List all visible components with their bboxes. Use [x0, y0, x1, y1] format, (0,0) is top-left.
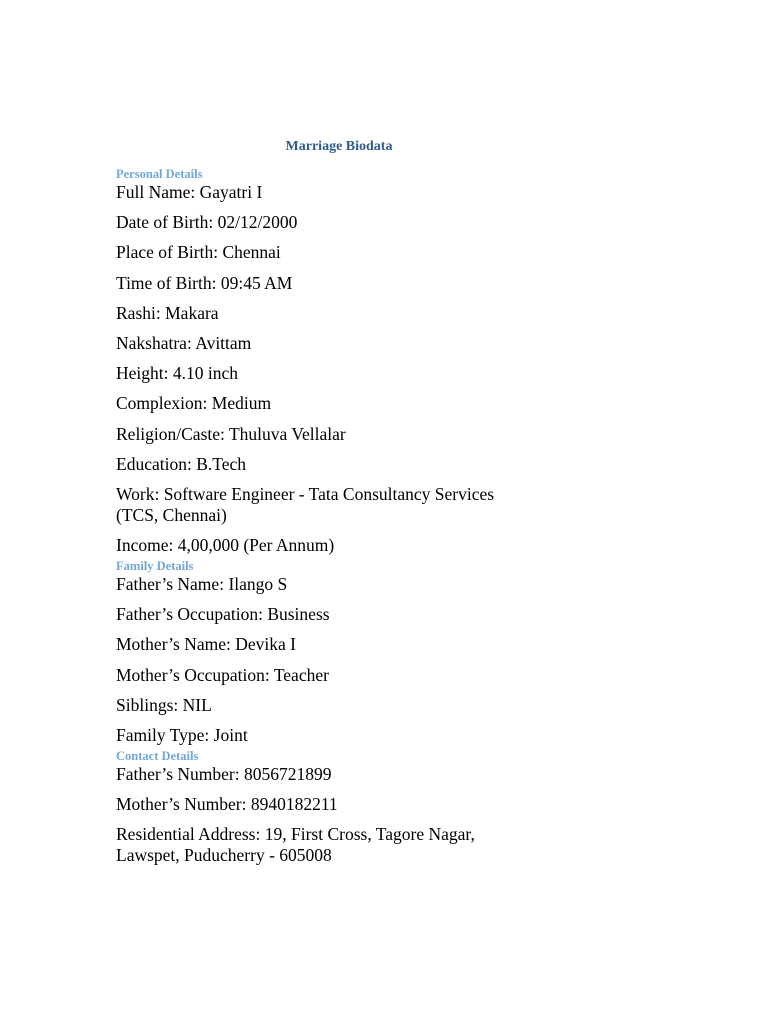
field-label: Mother’s Name :: [116, 634, 235, 654]
field-date-of-birth: [116, 212, 536, 233]
field-mother-name: [116, 634, 536, 655]
field-label: Full Name :: [116, 182, 200, 202]
field-nakshatra: [116, 333, 536, 354]
field-time-of-birth: [116, 273, 536, 294]
field-family-type: [116, 725, 536, 746]
field-value: NIL: [182, 694, 212, 715]
field-father-number: [116, 764, 536, 785]
field-full-name: [116, 182, 536, 203]
field-rashi: [116, 303, 536, 324]
field-father-name: [116, 574, 536, 595]
field-label: Income :: [116, 535, 178, 555]
field-value: 02/12/2000: [217, 212, 298, 233]
field-label: Family Type :: [116, 725, 214, 745]
field-label: Residential Address :: [116, 824, 265, 844]
field-label: Place of Birth :: [116, 242, 222, 262]
document-body: [116, 166, 536, 876]
field-label: Mother’s Occupation :: [116, 665, 274, 685]
field-label: Siblings :: [116, 695, 183, 715]
field-label: Rashi :: [116, 303, 165, 323]
field-value: 8056721899: [244, 764, 332, 784]
section-heading-personal: Personal Details: [116, 167, 203, 181]
field-place-of-birth: [116, 242, 536, 263]
field-value: 19, First Cross, Tagore Nagar, Lawspet, Puducherry - 605008: [116, 824, 475, 866]
field-religion-caste: [116, 424, 536, 445]
field-value: Chennai: [222, 242, 281, 263]
section-heading-contact: Contact Details: [116, 749, 199, 763]
field-label: Education :: [116, 454, 196, 474]
field-father-occupation: [116, 604, 536, 625]
field-work: [116, 484, 536, 526]
field-label: Complexion :: [116, 393, 212, 413]
field-label: Father’s Number :: [116, 764, 244, 784]
section-heading-family: Family Details: [116, 559, 194, 574]
field-label: Time of Birth :: [116, 273, 221, 293]
field-complexion: [116, 393, 536, 414]
field-value: Business: [267, 604, 330, 625]
field-value: Ilango S: [228, 574, 288, 595]
document-title: Marriage Biodata: [285, 139, 393, 154]
field-value: Thuluva Vellalar: [228, 423, 346, 444]
field-residential-address: [116, 824, 536, 866]
field-siblings: [116, 695, 536, 716]
field-mother-occupation: [116, 665, 536, 686]
field-label: Nakshatra :: [116, 333, 195, 353]
field-value: Joint: [213, 725, 248, 745]
field-value: 4,00,000 (Per Annum): [177, 535, 335, 556]
field-value: Devika I: [235, 634, 296, 655]
field-education: [116, 454, 536, 475]
field-value: Medium: [211, 393, 272, 414]
field-label: Work :: [116, 484, 164, 504]
field-height: [116, 363, 536, 384]
field-label: Date of Birth :: [116, 212, 218, 232]
field-label: Father’s Occupation :: [116, 604, 267, 624]
field-value: Makara: [165, 302, 219, 323]
field-label: Religion/Caste :: [116, 424, 229, 444]
field-value: Gayatri I: [199, 182, 263, 202]
field-value: 09:45 AM: [220, 272, 293, 293]
field-value: Avittam: [195, 332, 252, 353]
field-label: Father’s Name :: [116, 574, 228, 594]
field-mother-number: [116, 794, 536, 815]
field-label: Mother’s Number :: [116, 794, 251, 814]
field-value: Teacher: [273, 664, 329, 685]
field-label: Height :: [116, 363, 173, 383]
field-value: B.Tech: [196, 453, 247, 474]
field-value: Software Engineer - Tata Consultancy Services (TCS, Chennai): [116, 483, 495, 525]
field-income: [116, 535, 536, 556]
field-value: 8940182211: [250, 794, 338, 815]
field-value: 4.10 inch: [172, 363, 239, 384]
